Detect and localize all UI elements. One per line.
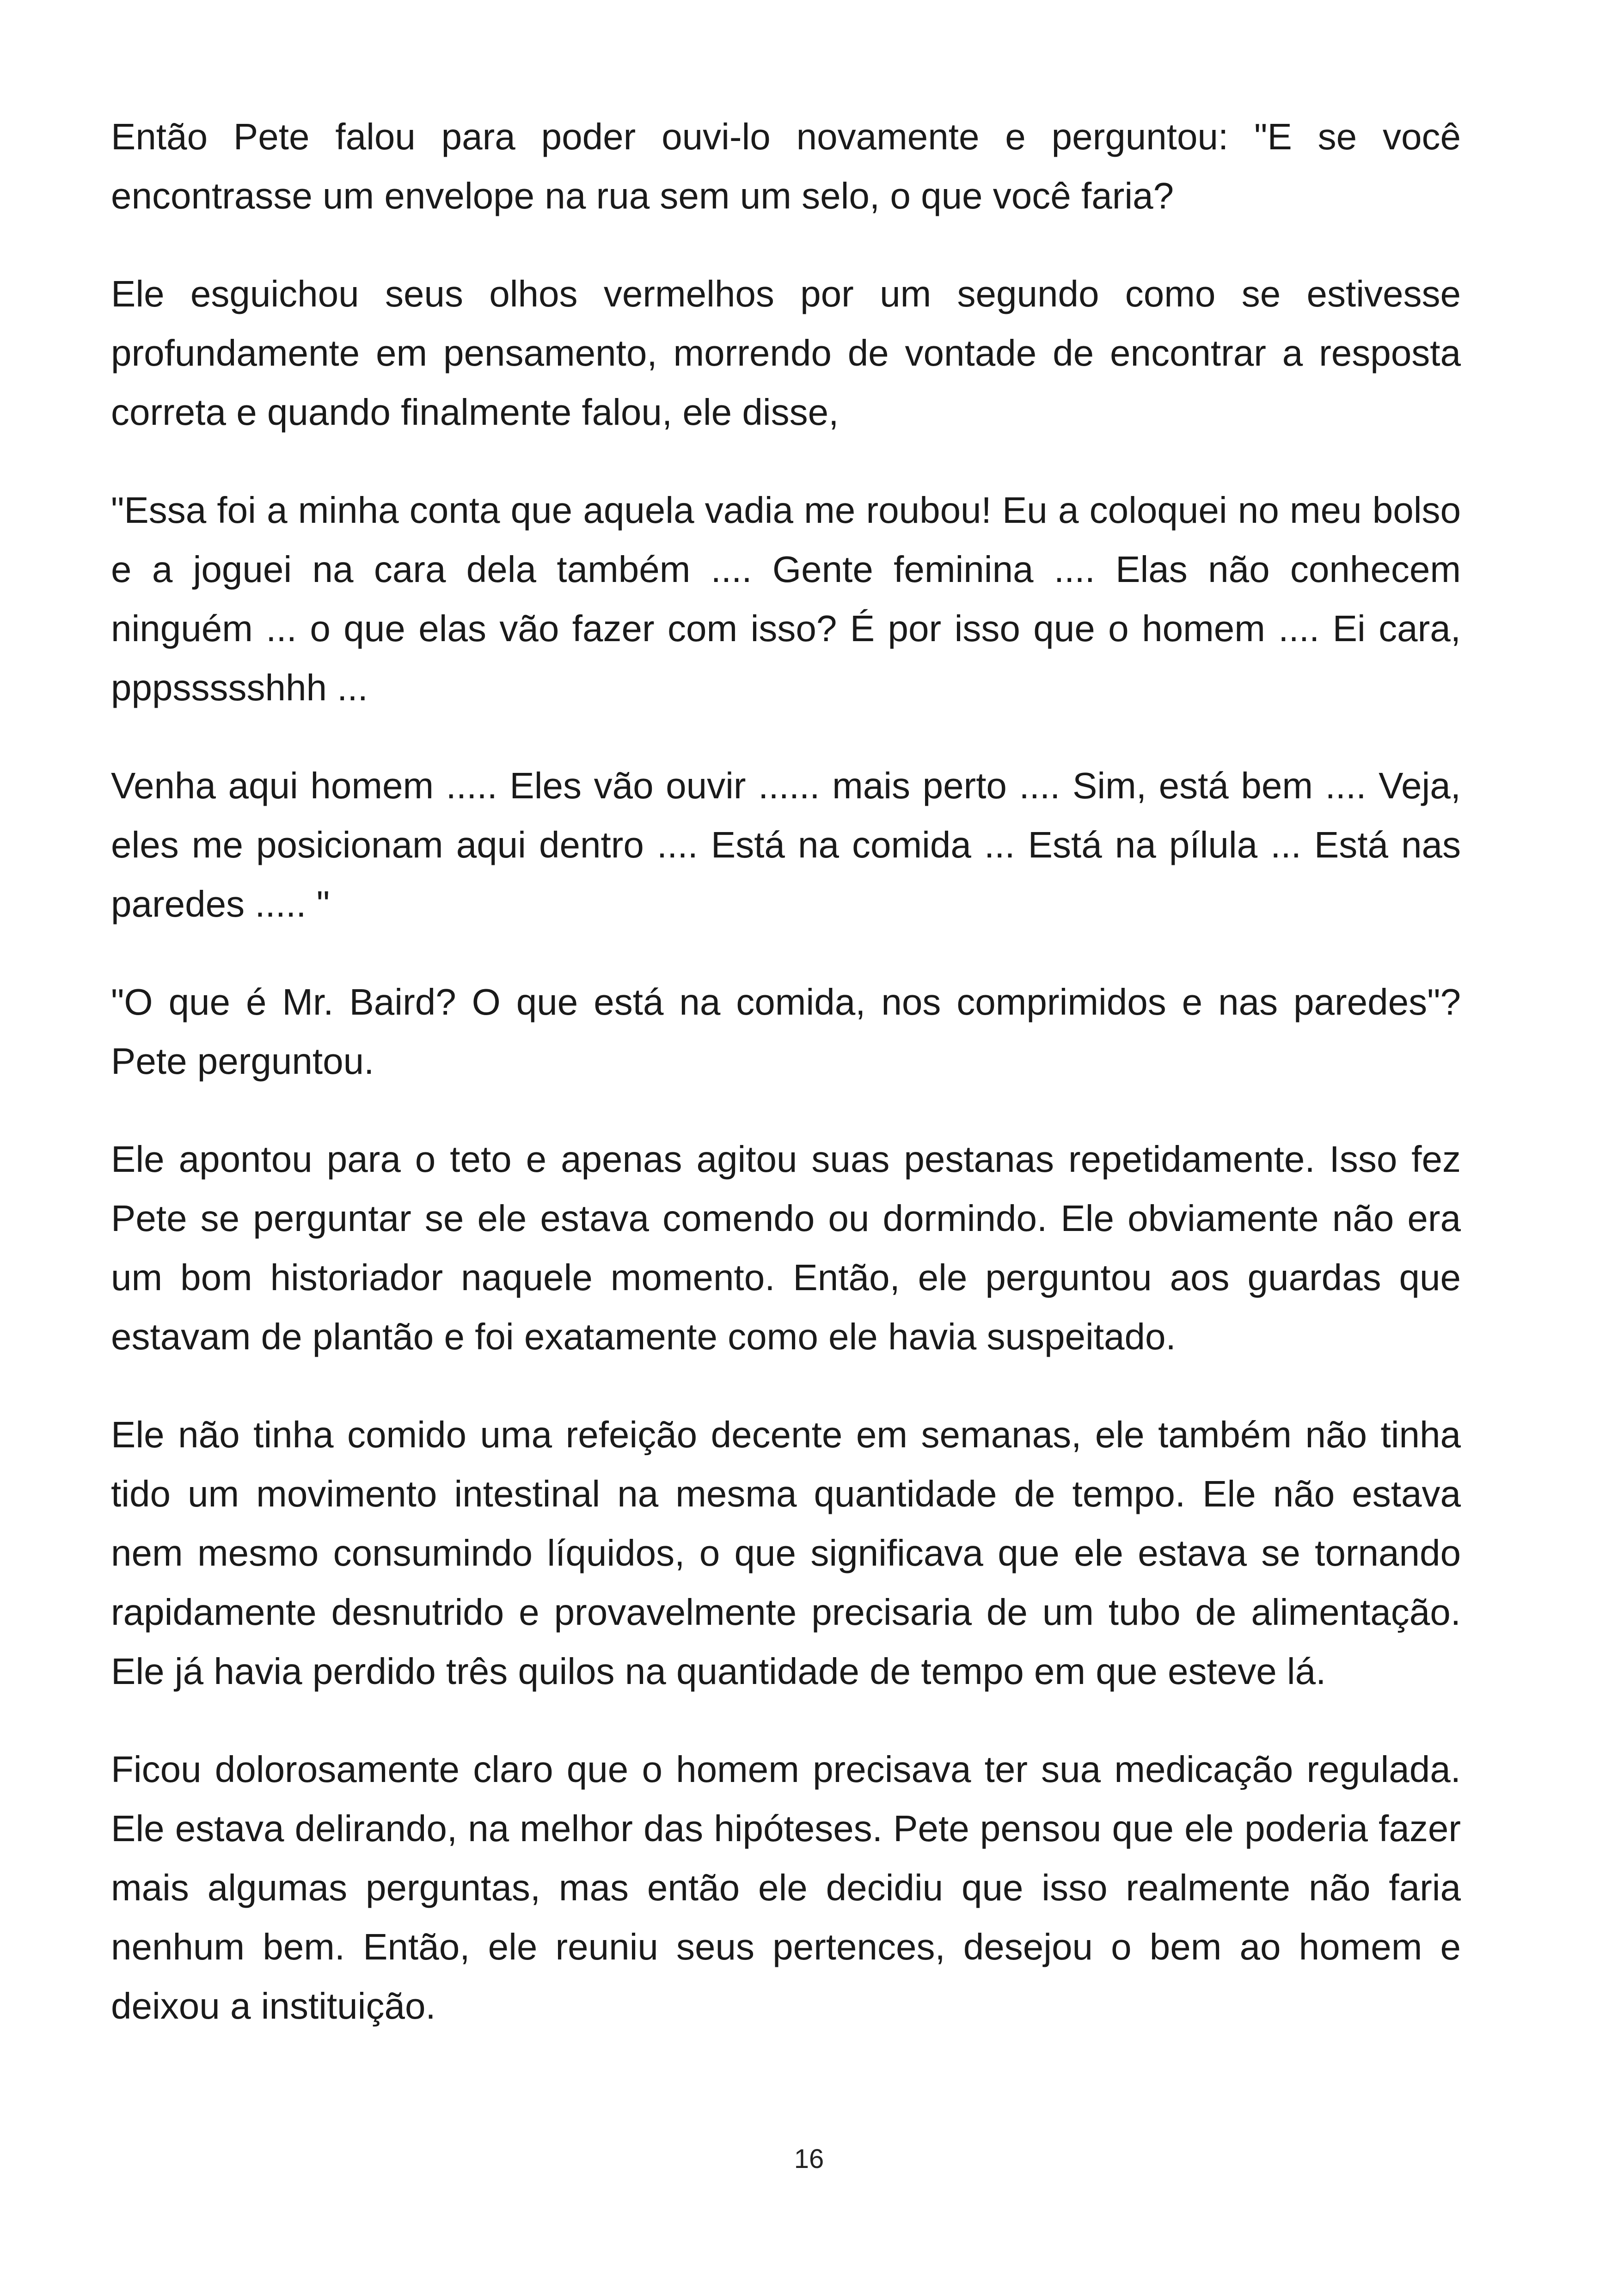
paragraph: Venha aqui homem ..... Eles vão ouvir ...... mais perto .... Sim, está bem .... Veja, eles me posicionam aqui dentro .... Está na comida ... Está na pílula ... Está nas paredes ..... ": [111, 765, 1461, 925]
paragraph: Ficou dolorosamente claro que o homem precisava ter sua medicação regulada. Ele estava delirando, na melhor das hipóteses. Pete pensou que ele poderia fazer mais algumas perguntas, mas então ele decidiu que isso realmente não faria nenhum bem. Então, ele reuniu seus pertences, desejou o bem ao homem e deixou a instituição.: [111, 1749, 1461, 2027]
paragraph: Ele esguichou seus olhos vermelhos por um segundo como se estivesse profundamente em pensamento, morrendo de vontade de encontrar a resposta correta e quando finalmente falou, ele disse,: [111, 273, 1461, 433]
body-text: [111, 107, 1461, 2075]
paragraph: Então Pete falou para poder ouvi-lo novamente e perguntou: "E se você encontrasse um envelope na rua sem um selo, o que você faria?: [111, 116, 1461, 216]
page-number: 16: [794, 2144, 824, 2174]
paragraph: "Essa foi a minha conta que aquela vadia me roubou! Eu a coloquei no meu bolso e a joguei na cara dela também .... Gente feminina .... Elas não conhecem ninguém ... o que elas vão fazer com isso? É por isso que o homem .... Ei cara, pppssssshhh ...: [111, 490, 1461, 708]
paragraph: Ele apontou para o teto e apenas agitou suas pestanas repetidamente. Isso fez Pete se perguntar se ele estava comendo ou dormindo. Ele obviamente não era um bom historiador naquele momento. Então, ele perguntou aos guardas que estavam de plantão e foi exatamente como ele havia suspeitado.: [111, 1139, 1461, 1357]
paragraph: Ele não tinha comido uma refeição decente em semanas, ele também não tinha tido um movimento intestinal na mesma quantidade de tempo. Ele não estava nem mesmo consumindo líquidos, o que significava que ele estava se tornando rapidamente desnutrido e provavelmente precisaria de um tubo de alimentação. Ele já havia perdido três quilos na quantidade de tempo em que esteve lá.: [111, 1414, 1461, 1692]
paragraph: "O que é Mr. Baird? O que está na comida, nos comprimidos e nas paredes"? Pete perguntou.: [111, 981, 1461, 1082]
